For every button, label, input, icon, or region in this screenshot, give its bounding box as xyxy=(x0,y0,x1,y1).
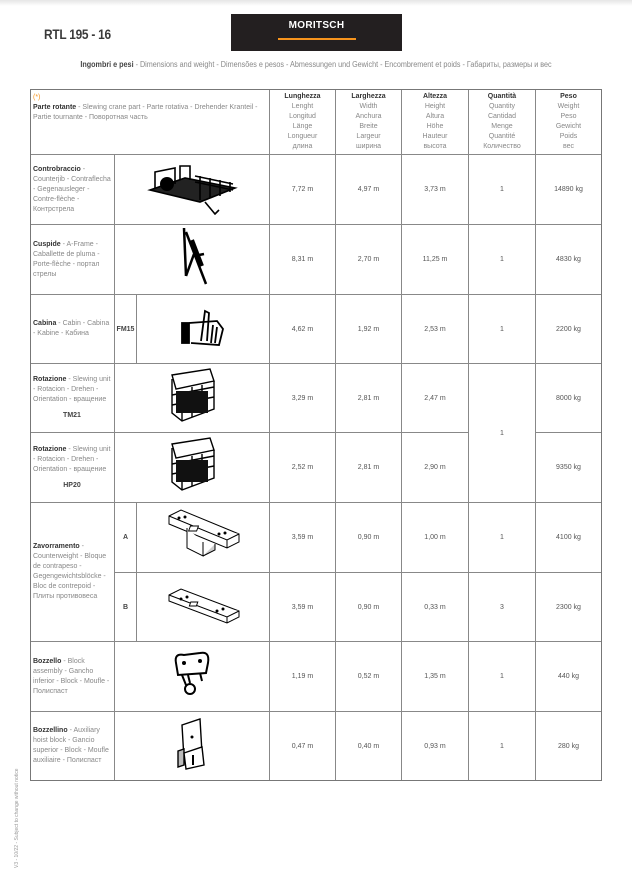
illustration-cell xyxy=(115,433,270,503)
illustration-cell xyxy=(115,642,270,712)
weight-value: 14890 kg xyxy=(554,186,583,193)
subtitle-bold: Ingombri e pesi xyxy=(80,60,134,69)
row-name-rest: - Cabin - Cabina - Kabine - Кабина xyxy=(33,320,110,337)
column-header-translation: Quantity xyxy=(488,103,516,110)
length-value: 2,52 m xyxy=(291,464,314,471)
asterisk-note: (*) xyxy=(33,94,41,101)
row-name xyxy=(33,165,111,215)
quantity-value-cell xyxy=(469,225,536,295)
column-header-translation: Longitud xyxy=(289,113,316,120)
height-value-cell xyxy=(402,503,469,573)
width-value-cell xyxy=(336,295,402,364)
length-value: 4,62 m xyxy=(291,325,314,333)
column-header-translation: Peso xyxy=(560,113,577,120)
column-header-bold: Quantità xyxy=(487,93,517,100)
row-name-bold: Cuspide xyxy=(33,240,61,248)
quantity-value: 3 xyxy=(500,603,504,611)
row-name-cell xyxy=(30,225,115,295)
width-value: 2,81 m xyxy=(357,394,380,402)
height-value: 2,53 m xyxy=(424,325,446,333)
counterjib-illustration xyxy=(145,160,240,220)
column-header-translation: Width xyxy=(359,103,378,110)
column-header-translation: Weight xyxy=(557,103,580,110)
row-code: TM21 xyxy=(63,412,81,419)
weight-value: 9350 kg xyxy=(556,464,581,471)
row-code: FM15 xyxy=(116,325,135,333)
a-frame-illustration xyxy=(172,226,212,293)
row-name-cell xyxy=(30,155,115,225)
logo-text: MORITSCH xyxy=(288,20,345,31)
row-name-bold: Cabina xyxy=(33,320,57,327)
width-value: 0,90 m xyxy=(357,534,380,541)
weight-value-cell xyxy=(536,712,602,781)
column-header xyxy=(536,89,602,155)
column-header-translation: Anchura xyxy=(355,113,382,120)
height-value-cell xyxy=(402,364,469,433)
moritsch-logo xyxy=(231,14,402,51)
illustration-cell xyxy=(137,573,270,642)
column-header-translation: ширина xyxy=(355,143,382,150)
width-value: 1,92 m xyxy=(357,325,380,333)
row-code: B xyxy=(122,603,129,611)
column-header xyxy=(270,89,336,155)
length-value: 3,29 m xyxy=(291,394,314,402)
weight-value-cell xyxy=(536,155,602,225)
row-name xyxy=(33,319,111,339)
version-note: V3 - 10/22 - Subject to change without notice xyxy=(14,768,20,868)
width-value: 4,97 m xyxy=(357,186,380,193)
length-value: 0,47 m xyxy=(291,742,314,750)
row-name-cell xyxy=(30,642,115,712)
row-name-rest: - Counterjib - Contraflecha - Gegenausleger - Contre-flèche - Контрстрела xyxy=(33,165,111,213)
quantity-value: 1 xyxy=(500,742,504,750)
length-value: 8,31 m xyxy=(291,256,314,263)
height-value-cell xyxy=(402,642,469,712)
row-code: A xyxy=(122,534,129,541)
weight-value-cell xyxy=(536,433,602,503)
column-header xyxy=(336,89,402,155)
row-name-rest: - A-Frame - Caballette de pluma - Porte-flèche - портал стрелы xyxy=(33,240,100,278)
width-value-cell xyxy=(336,642,402,712)
height-value-cell xyxy=(402,573,469,642)
column-header-translation: Height xyxy=(424,103,446,110)
width-value-cell xyxy=(336,573,402,642)
height-value: 2,47 m xyxy=(424,394,446,402)
length-value-cell xyxy=(270,225,336,295)
height-value: 1,35 m xyxy=(424,673,446,680)
height-value-cell xyxy=(402,712,469,781)
width-value-cell xyxy=(336,433,402,503)
illustration-cell xyxy=(115,364,270,433)
length-value: 3,59 m xyxy=(291,603,314,611)
column-header-translation: Longueur xyxy=(287,133,318,140)
row-name xyxy=(33,726,111,766)
width-value-cell xyxy=(336,503,402,573)
row-name-bold: Bozzellino xyxy=(33,727,68,734)
part-title-rest: - Slewing crane part - Parte rotativa - Drehender Kranteil - Partie tournante - Поворотная часть xyxy=(33,104,258,121)
row-code-cell xyxy=(115,503,137,573)
length-value-cell xyxy=(270,155,336,225)
quantity-value: 1 xyxy=(500,429,504,437)
weight-value: 4100 kg xyxy=(556,534,581,541)
height-value-cell xyxy=(402,433,469,503)
width-value: 0,90 m xyxy=(357,603,380,611)
column-header-translation: Höhe xyxy=(426,123,444,130)
row-name-bold: Controbraccio xyxy=(33,165,81,173)
height-value: 0,93 m xyxy=(424,742,446,750)
quantity-value-cell xyxy=(469,364,536,503)
weight-value: 280 kg xyxy=(557,742,580,750)
row-name xyxy=(33,375,111,405)
header-part-cell xyxy=(30,89,270,155)
aux-block-illustration xyxy=(174,717,210,776)
row-name-rest: - Slewing unit - Rotacion - Drehen - Orientation - вращение xyxy=(33,376,111,403)
illustration-cell xyxy=(115,155,270,225)
weight-value-cell xyxy=(536,573,602,642)
quantity-value-cell xyxy=(469,503,536,573)
quantity-value-cell xyxy=(469,155,536,225)
row-code-cell xyxy=(115,295,137,364)
quantity-value-cell xyxy=(469,712,536,781)
quantity-value: 1 xyxy=(500,325,504,333)
column-header-bold: Altezza xyxy=(422,93,448,100)
column-header xyxy=(469,89,536,155)
row-name-bold: Zavorramento xyxy=(33,543,80,550)
length-value-cell xyxy=(270,712,336,781)
weight-value-cell xyxy=(536,295,602,364)
column-header-bold: Lunghezza xyxy=(284,93,321,100)
column-header-translation: Lenght xyxy=(291,103,314,110)
quantity-value: 1 xyxy=(500,186,504,193)
column-header-bold: Peso xyxy=(560,93,577,100)
length-value: 3,59 m xyxy=(291,534,314,541)
illustration-cell xyxy=(115,225,270,295)
dimensions-table xyxy=(30,89,602,781)
quantity-value: 1 xyxy=(500,256,504,263)
weight-value: 440 kg xyxy=(557,673,580,680)
block-illustration xyxy=(172,649,212,704)
weight-value: 2200 kg xyxy=(556,325,581,333)
column-header-translation: Gewicht xyxy=(555,123,582,130)
illustration-cell xyxy=(137,503,270,573)
row-name-bold: Rotazione xyxy=(33,445,67,453)
width-value-cell xyxy=(336,225,402,295)
row-name-rest: - Slewing unit - Rotacion - Drehen - Orientation - вращение xyxy=(33,445,111,473)
height-value: 3,73 m xyxy=(424,186,446,193)
height-value-cell xyxy=(402,225,469,295)
column-header-translation: вес xyxy=(562,143,575,150)
row-name-bold: Rotazione xyxy=(33,376,67,383)
width-value: 0,52 m xyxy=(357,673,380,680)
height-value-cell xyxy=(402,295,469,364)
slewing-unit-illustration xyxy=(166,436,218,499)
weight-value: 2300 kg xyxy=(556,603,581,611)
width-value: 0,40 m xyxy=(357,742,380,750)
column-header-translation: Länge xyxy=(292,123,313,130)
weight-value-cell xyxy=(536,503,602,573)
row-name-rest: - Counterweight - Bloque de contrapeso - Gegengewichtsblöcke - Bloc de contrepoid - Плиты противовеса xyxy=(33,543,107,600)
quantity-value: 1 xyxy=(500,673,504,680)
part-title-bold: Parte rotante xyxy=(33,104,77,111)
length-value: 7,72 m xyxy=(291,186,314,193)
row-code: HP20 xyxy=(63,481,81,489)
counterweight-b-illustration xyxy=(163,585,243,630)
illustration-cell xyxy=(115,712,270,781)
row-name-bold: Bozzello xyxy=(33,657,62,665)
row-name-cell xyxy=(30,364,115,433)
column-header-translation: Количество xyxy=(483,143,521,150)
row-name-cell xyxy=(30,433,115,503)
weight-value-cell xyxy=(536,225,602,295)
row-code-cell xyxy=(115,573,137,642)
logo-accent-bar xyxy=(278,38,356,40)
subtitle xyxy=(32,60,601,69)
illustration-cell xyxy=(137,295,270,364)
row-name xyxy=(33,542,111,602)
width-value-cell xyxy=(336,364,402,433)
length-value-cell xyxy=(270,433,336,503)
top-shade xyxy=(0,0,632,6)
length-value-cell xyxy=(270,503,336,573)
column-header xyxy=(402,89,469,155)
column-header-translation: Breite xyxy=(359,123,378,130)
height-value: 0,33 m xyxy=(424,603,446,611)
row-name-rest: - Auxiliary hoist block - Gancio superior - Block - Moufle auxiliaire - Полиспаст xyxy=(33,727,109,764)
quantity-value-cell xyxy=(469,642,536,712)
column-header-translation: Menge xyxy=(491,123,513,130)
column-header-translation: Quantité xyxy=(488,133,516,140)
weight-value: 8000 kg xyxy=(556,394,581,402)
quantity-value-cell xyxy=(469,295,536,364)
model-title: RTL 195 - 16 xyxy=(44,26,111,42)
row-name-cell xyxy=(30,295,115,364)
subtitle-rest: - Dimensions and weight - Dimensões e pesos - Abmessungen und Gewicht - Encombrement et poids - Габариты, размеры и вес xyxy=(133,60,552,69)
row-name-cell xyxy=(30,712,115,781)
width-value: 2,81 m xyxy=(357,464,380,471)
column-header-translation: длина xyxy=(292,143,313,150)
width-value: 2,70 m xyxy=(357,256,380,263)
height-value-cell xyxy=(402,155,469,225)
column-header-translation: Largeur xyxy=(356,133,381,140)
row-name-cell xyxy=(30,503,115,642)
column-header-bold: Larghezza xyxy=(351,93,386,100)
row-name xyxy=(33,657,111,697)
length-value-cell xyxy=(270,295,336,364)
counterweight-a-illustration xyxy=(163,508,243,568)
length-value-cell xyxy=(270,364,336,433)
cabin-illustration xyxy=(179,307,227,352)
width-value-cell xyxy=(336,712,402,781)
quantity-value-cell xyxy=(469,573,536,642)
weight-value-cell xyxy=(536,642,602,712)
weight-value: 4830 kg xyxy=(556,256,581,263)
column-header-translation: Altura xyxy=(425,113,445,120)
quantity-value: 1 xyxy=(500,534,504,541)
length-value: 1,19 m xyxy=(291,673,314,680)
height-value: 11,25 m xyxy=(422,256,448,263)
row-name xyxy=(33,445,111,475)
height-value: 1,00 m xyxy=(424,534,446,541)
row-name xyxy=(33,240,111,280)
column-header-translation: Hauteur xyxy=(422,133,448,140)
slewing-unit-illustration xyxy=(166,367,218,430)
height-value: 2,90 m xyxy=(424,464,446,471)
length-value-cell xyxy=(270,642,336,712)
column-header-translation: Cantidad xyxy=(487,113,517,120)
column-header-translation: Poids xyxy=(559,133,578,140)
width-value-cell xyxy=(336,155,402,225)
weight-value-cell xyxy=(536,364,602,433)
row-name-rest: - Block assembly - Gancho inferior - Block - Moufle - Полиспаст xyxy=(33,657,110,695)
column-header-translation: высота xyxy=(423,143,447,150)
length-value-cell xyxy=(270,573,336,642)
